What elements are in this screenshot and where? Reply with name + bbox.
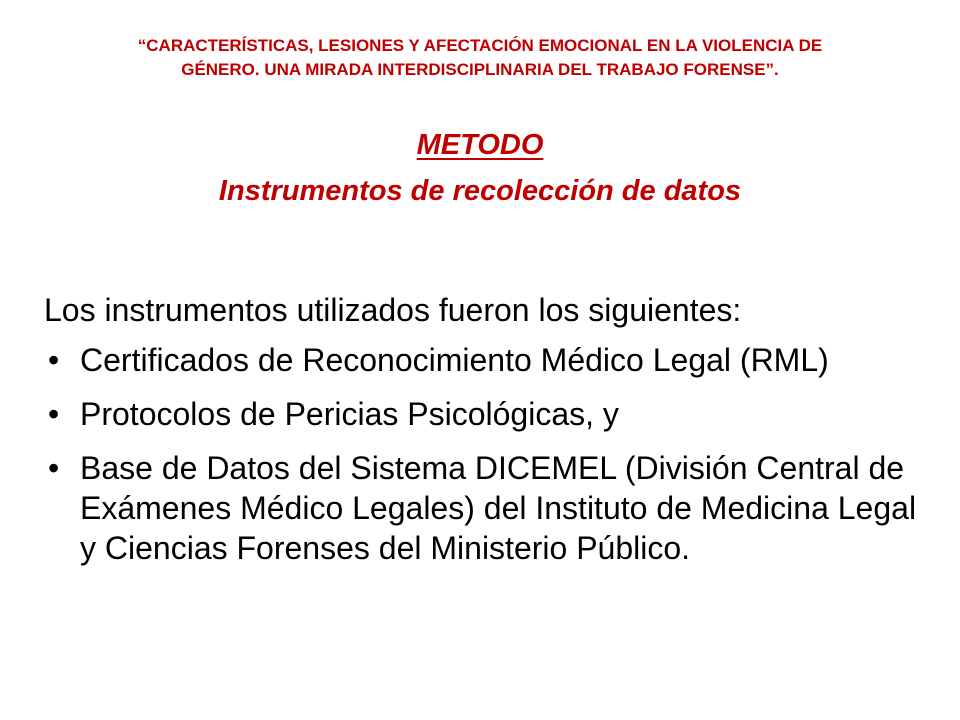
bullet-icon: • — [48, 396, 60, 432]
bullet-item-protocolos — [44, 394, 924, 434]
bullet-list — [44, 340, 924, 568]
title-block — [40, 124, 920, 212]
header-line-1: “CARACTERÍSTICAS, LESIONES Y AFECTACIÓN EMOCIONAL EN LA VIOLENCIA DE — [137, 36, 823, 55]
header-line-2: GÉNERO. UNA MIRADA INTERDISCIPLINARIA DEL TRABAJO FORENSE”. — [181, 60, 779, 79]
intro-text: Los instrumentos utilizados fueron los siguientes: — [44, 292, 742, 328]
bullet-icon: • — [48, 342, 60, 378]
slide-title: METODO — [416, 129, 544, 161]
bullet-icon: • — [48, 450, 60, 486]
bullet-text: Certificados de Reconocimiento Médico Legal (RML) — [80, 342, 829, 378]
bullet-item-dicemel — [44, 448, 924, 568]
bullet-text: Protocolos de Pericias Psicológicas, y — [80, 396, 619, 432]
bullet-item-rml — [44, 340, 924, 380]
slide-header — [60, 34, 900, 82]
bullet-text: Base de Datos del Sistema DICEMEL (División Central de Exámenes Médico Legales) del Instituto de Medicina Legal y Ciencias Forenses del Ministerio Público. — [80, 450, 917, 566]
slide-body — [44, 290, 924, 582]
slide-subtitle: Instrumentos de recolección de datos — [218, 175, 742, 207]
